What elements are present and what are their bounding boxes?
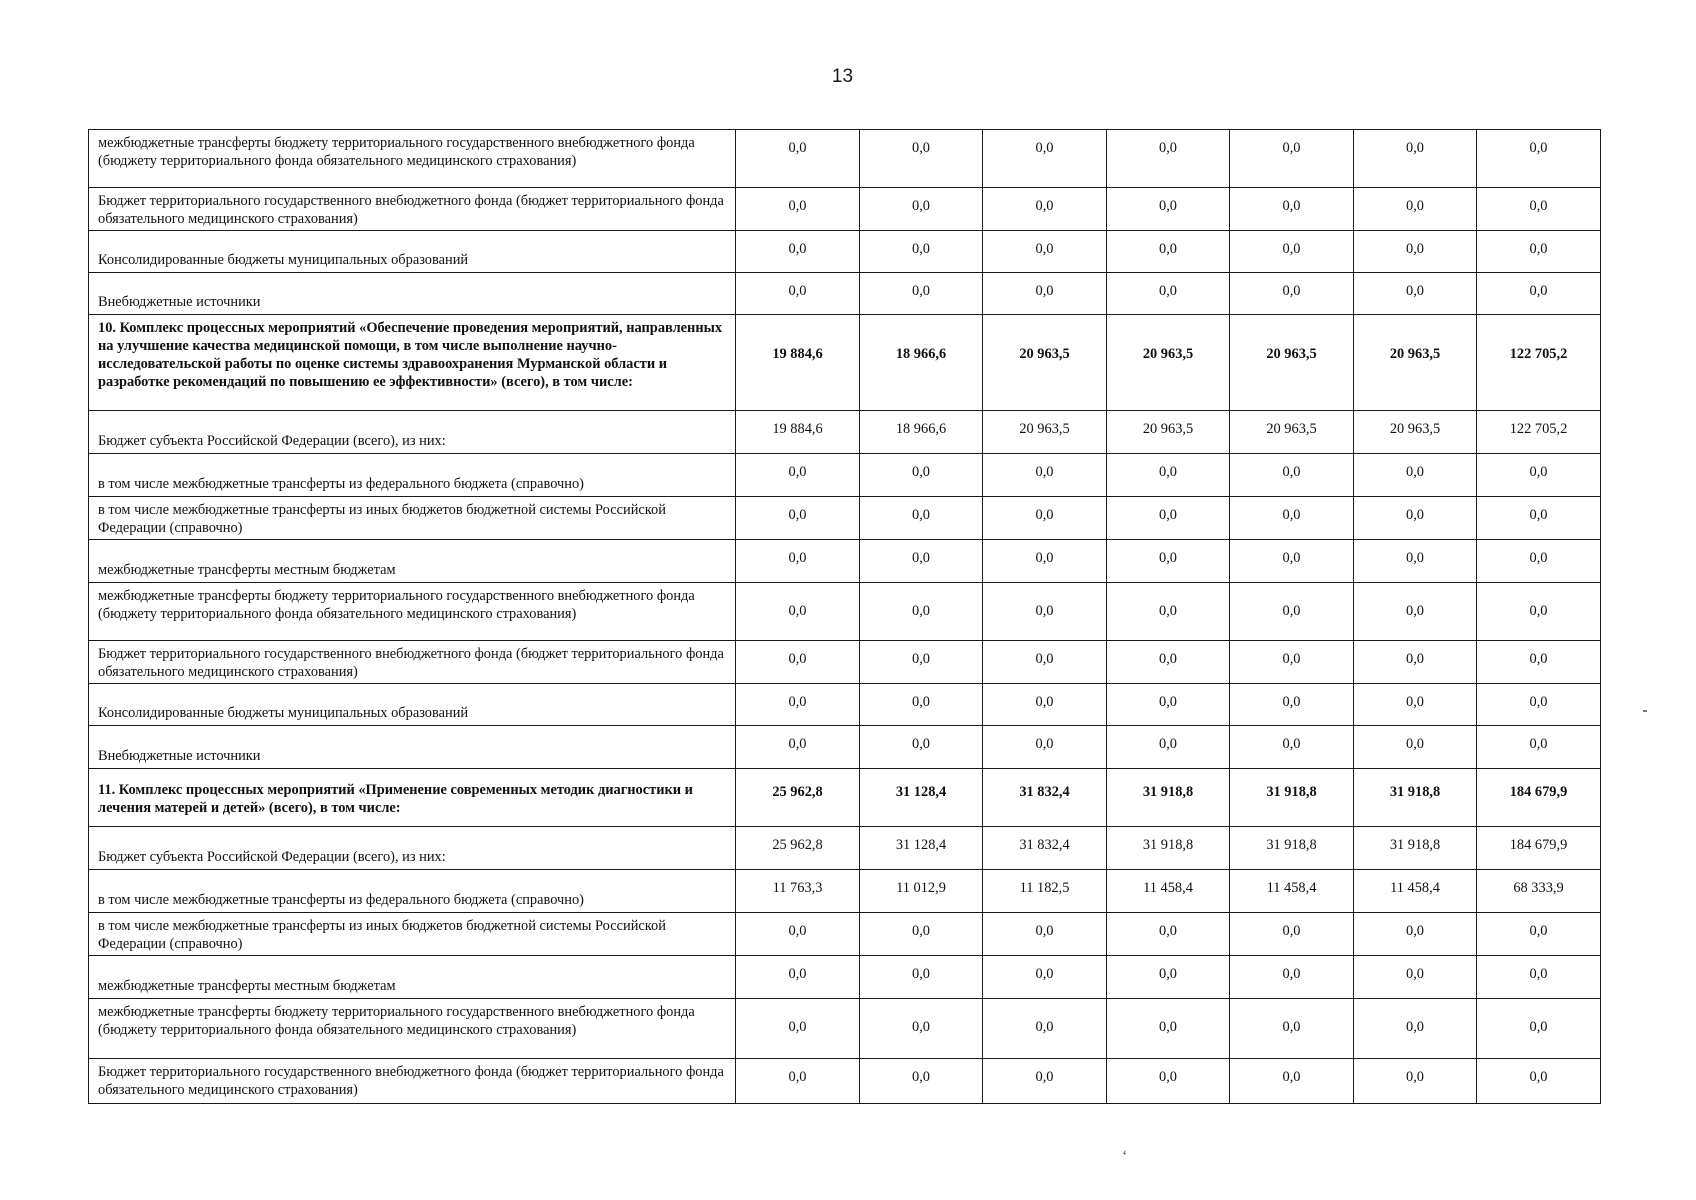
- value-cell: 0,0: [1354, 726, 1477, 769]
- table-row: [89, 684, 1601, 726]
- row-label: Консолидированные бюджеты муниципальных образований: [89, 684, 736, 726]
- value-cell: 0,0: [1354, 497, 1477, 540]
- row-label: Бюджет территориального государственного внебюджетного фонда (бюджет территориального фонда обязательного медицинского страхования): [89, 188, 736, 231]
- value-cell: 0,0: [1230, 726, 1354, 769]
- value-cell: 0,0: [1230, 913, 1354, 956]
- value-cell: 0,0: [983, 726, 1107, 769]
- value-cell: 0,0: [1107, 684, 1230, 726]
- table-row: [89, 583, 1601, 641]
- row-label: Внебюджетные источники: [89, 726, 736, 769]
- value-cell: 0,0: [983, 188, 1107, 231]
- value-cell: 11 182,5: [983, 870, 1107, 913]
- value-cell: 0,0: [1230, 684, 1354, 726]
- row-label: Внебюджетные источники: [89, 273, 736, 315]
- value-cell: 0,0: [983, 231, 1107, 273]
- value-cell: 0,0: [1107, 273, 1230, 315]
- table-row: [89, 913, 1601, 956]
- value-cell: 0,0: [860, 641, 983, 684]
- value-cell: 0,0: [1107, 1059, 1230, 1104]
- section-title: 10. Комплекс процессных мероприятий «Обеспечение проведения мероприятий, направленных на улучшение качества медицинской помощи, в том числе выполнение научно-исследовательской работы по оценке системы здравоохранения Мурманской области и разработке рекомендаций по повышению ее эффективности» (всего), в том числе:: [89, 315, 736, 411]
- value-cell: 0,0: [1107, 726, 1230, 769]
- row-label: межбюджетные трансферты бюджету территориального государственного внебюджетного фонда (бюджету территориального фонда обязательного медицинского страхования): [89, 130, 736, 188]
- value-cell: 0,0: [1230, 540, 1354, 583]
- value-cell: 0,0: [983, 999, 1107, 1059]
- table-row: [89, 231, 1601, 273]
- row-label: в том числе межбюджетные трансферты из федерального бюджета (справочно): [89, 870, 736, 913]
- value-cell: 11 458,4: [1354, 870, 1477, 913]
- value-cell: 0,0: [860, 540, 983, 583]
- table-row: [89, 726, 1601, 769]
- value-cell: 0,0: [736, 497, 860, 540]
- row-label: Бюджет территориального государственного внебюджетного фонда (бюджет территориального фонда обязательного медицинского страхования): [89, 1059, 736, 1104]
- value-cell: 0,0: [1107, 497, 1230, 540]
- value-cell: 0,0: [736, 684, 860, 726]
- value-cell: 31 918,8: [1354, 769, 1477, 827]
- value-cell: 0,0: [1230, 273, 1354, 315]
- value-cell: 0,0: [983, 1059, 1107, 1104]
- value-cell: 0,0: [983, 273, 1107, 315]
- table-row: [89, 411, 1601, 454]
- value-cell: 20 963,5: [1354, 315, 1477, 411]
- table-row: [89, 1059, 1601, 1104]
- total-cell: 0,0: [1477, 956, 1601, 999]
- value-cell: 0,0: [736, 913, 860, 956]
- table-row: [89, 188, 1601, 231]
- value-cell: 0,0: [860, 130, 983, 188]
- value-cell: 0,0: [860, 999, 983, 1059]
- total-cell: 0,0: [1477, 130, 1601, 188]
- value-cell: 0,0: [1107, 454, 1230, 497]
- value-cell: 19 884,6: [736, 411, 860, 454]
- section-title: 11. Комплекс процессных мероприятий «Применение современных методик диагностики и лечения матерей и детей» (всего), в том числе:: [89, 769, 736, 827]
- value-cell: 0,0: [1354, 641, 1477, 684]
- row-label: Консолидированные бюджеты муниципальных образований: [89, 231, 736, 273]
- value-cell: 0,0: [860, 188, 983, 231]
- total-cell: 122 705,2: [1477, 411, 1601, 454]
- value-cell: 0,0: [1107, 913, 1230, 956]
- value-cell: 0,0: [736, 130, 860, 188]
- value-cell: 0,0: [1107, 583, 1230, 641]
- value-cell: 0,0: [1354, 188, 1477, 231]
- value-cell: 0,0: [1230, 956, 1354, 999]
- value-cell: 0,0: [983, 130, 1107, 188]
- section-header-row: [89, 315, 1601, 411]
- total-cell: 0,0: [1477, 913, 1601, 956]
- value-cell: 0,0: [1107, 999, 1230, 1059]
- value-cell: 0,0: [1354, 1059, 1477, 1104]
- table-row: [89, 956, 1601, 999]
- value-cell: 0,0: [1230, 130, 1354, 188]
- value-cell: 11 012,9: [860, 870, 983, 913]
- value-cell: 0,0: [1354, 130, 1477, 188]
- value-cell: 20 963,5: [983, 411, 1107, 454]
- value-cell: 0,0: [1230, 641, 1354, 684]
- table-row: [89, 827, 1601, 870]
- value-cell: 0,0: [860, 273, 983, 315]
- value-cell: 0,0: [1354, 540, 1477, 583]
- row-label: Бюджет субъекта Российской Федерации (всего), из них:: [89, 411, 736, 454]
- value-cell: 18 966,6: [860, 315, 983, 411]
- value-cell: 0,0: [860, 956, 983, 999]
- value-cell: 0,0: [1107, 540, 1230, 583]
- value-cell: 0,0: [1354, 273, 1477, 315]
- row-label: Бюджет территориального государственного внебюджетного фонда (бюджет территориального фонда обязательного медицинского страхования): [89, 641, 736, 684]
- total-cell: 0,0: [1477, 188, 1601, 231]
- table-row: [89, 273, 1601, 315]
- value-cell: 0,0: [1230, 497, 1354, 540]
- total-cell: 184 679,9: [1477, 827, 1601, 870]
- value-cell: 20 963,5: [1230, 411, 1354, 454]
- value-cell: 20 963,5: [1107, 315, 1230, 411]
- value-cell: 0,0: [983, 913, 1107, 956]
- value-cell: 31 128,4: [860, 769, 983, 827]
- value-cell: 0,0: [983, 454, 1107, 497]
- value-cell: 0,0: [860, 497, 983, 540]
- value-cell: 0,0: [736, 641, 860, 684]
- budget-table-body: [89, 130, 1601, 1104]
- value-cell: 0,0: [736, 273, 860, 315]
- value-cell: 11 458,4: [1230, 870, 1354, 913]
- value-cell: 0,0: [1354, 956, 1477, 999]
- value-cell: 0,0: [1230, 1059, 1354, 1104]
- table-row: [89, 641, 1601, 684]
- value-cell: 0,0: [1354, 999, 1477, 1059]
- value-cell: 20 963,5: [983, 315, 1107, 411]
- value-cell: 0,0: [736, 231, 860, 273]
- value-cell: 31 832,4: [983, 827, 1107, 870]
- total-cell: 0,0: [1477, 273, 1601, 315]
- value-cell: 0,0: [736, 999, 860, 1059]
- total-cell: 0,0: [1477, 726, 1601, 769]
- value-cell: 0,0: [1107, 956, 1230, 999]
- scan-speck: [1643, 710, 1647, 712]
- value-cell: 0,0: [1230, 999, 1354, 1059]
- table-row: [89, 870, 1601, 913]
- total-cell: 0,0: [1477, 454, 1601, 497]
- row-label: межбюджетные трансферты местным бюджетам: [89, 540, 736, 583]
- value-cell: 0,0: [1107, 188, 1230, 231]
- table-row: [89, 999, 1601, 1059]
- value-cell: 0,0: [1354, 583, 1477, 641]
- total-cell: 0,0: [1477, 641, 1601, 684]
- value-cell: 0,0: [1230, 454, 1354, 497]
- value-cell: 0,0: [736, 583, 860, 641]
- value-cell: 31 832,4: [983, 769, 1107, 827]
- section-header-row: [89, 769, 1601, 827]
- value-cell: 0,0: [1107, 641, 1230, 684]
- row-label: Бюджет субъекта Российской Федерации (всего), из них:: [89, 827, 736, 870]
- value-cell: 0,0: [1354, 454, 1477, 497]
- value-cell: 31 918,8: [1230, 827, 1354, 870]
- value-cell: 0,0: [860, 454, 983, 497]
- value-cell: 0,0: [1354, 684, 1477, 726]
- total-cell: 0,0: [1477, 1059, 1601, 1104]
- value-cell: 31 918,8: [1107, 827, 1230, 870]
- value-cell: 11 458,4: [1107, 870, 1230, 913]
- value-cell: 0,0: [1354, 231, 1477, 273]
- row-label: межбюджетные трансферты бюджету территориального государственного внебюджетного фонда (бюджету территориального фонда обязательного медицинского страхования): [89, 999, 736, 1059]
- value-cell: 25 962,8: [736, 769, 860, 827]
- table-row: [89, 540, 1601, 583]
- row-label: межбюджетные трансферты местным бюджетам: [89, 956, 736, 999]
- value-cell: 0,0: [860, 684, 983, 726]
- value-cell: 0,0: [983, 540, 1107, 583]
- value-cell: 0,0: [736, 540, 860, 583]
- value-cell: 0,0: [983, 641, 1107, 684]
- value-cell: 31 128,4: [860, 827, 983, 870]
- value-cell: 0,0: [1230, 583, 1354, 641]
- value-cell: 0,0: [983, 956, 1107, 999]
- value-cell: 0,0: [1230, 231, 1354, 273]
- row-label: в том числе межбюджетные трансферты из иных бюджетов бюджетной системы Российской Федерации (справочно): [89, 497, 736, 540]
- value-cell: 31 918,8: [1354, 827, 1477, 870]
- value-cell: 0,0: [860, 231, 983, 273]
- budget-table: [88, 129, 1601, 1104]
- value-cell: 0,0: [983, 583, 1107, 641]
- row-label: в том числе межбюджетные трансферты из федерального бюджета (справочно): [89, 454, 736, 497]
- value-cell: 31 918,8: [1230, 769, 1354, 827]
- page-number: 13: [831, 66, 854, 87]
- total-cell: 122 705,2: [1477, 315, 1601, 411]
- total-cell: 0,0: [1477, 583, 1601, 641]
- scan-speck: ‘: [1122, 1148, 1128, 1165]
- value-cell: 25 962,8: [736, 827, 860, 870]
- total-cell: 0,0: [1477, 684, 1601, 726]
- table-row: [89, 497, 1601, 540]
- total-cell: 0,0: [1477, 231, 1601, 273]
- table-row: [89, 454, 1601, 497]
- value-cell: 0,0: [736, 956, 860, 999]
- value-cell: 18 966,6: [860, 411, 983, 454]
- value-cell: 0,0: [1230, 188, 1354, 231]
- table-row: [89, 130, 1601, 188]
- value-cell: 0,0: [860, 583, 983, 641]
- value-cell: 0,0: [860, 726, 983, 769]
- row-label: в том числе межбюджетные трансферты из иных бюджетов бюджетной системы Российской Федерации (справочно): [89, 913, 736, 956]
- value-cell: 0,0: [983, 497, 1107, 540]
- value-cell: 0,0: [736, 726, 860, 769]
- value-cell: 0,0: [736, 454, 860, 497]
- total-cell: 0,0: [1477, 497, 1601, 540]
- value-cell: 0,0: [736, 1059, 860, 1104]
- value-cell: 0,0: [736, 188, 860, 231]
- value-cell: 31 918,8: [1107, 769, 1230, 827]
- value-cell: 0,0: [1107, 130, 1230, 188]
- value-cell: 20 963,5: [1354, 411, 1477, 454]
- value-cell: 0,0: [1354, 913, 1477, 956]
- value-cell: 19 884,6: [736, 315, 860, 411]
- value-cell: 20 963,5: [1107, 411, 1230, 454]
- value-cell: 0,0: [860, 913, 983, 956]
- value-cell: 11 763,3: [736, 870, 860, 913]
- total-cell: 0,0: [1477, 999, 1601, 1059]
- total-cell: 68 333,9: [1477, 870, 1601, 913]
- value-cell: 0,0: [860, 1059, 983, 1104]
- row-label: межбюджетные трансферты бюджету территориального государственного внебюджетного фонда (бюджету территориального фонда обязательного медицинского страхования): [89, 583, 736, 641]
- total-cell: 0,0: [1477, 540, 1601, 583]
- value-cell: 0,0: [983, 684, 1107, 726]
- value-cell: 20 963,5: [1230, 315, 1354, 411]
- value-cell: 0,0: [1107, 231, 1230, 273]
- total-cell: 184 679,9: [1477, 769, 1601, 827]
